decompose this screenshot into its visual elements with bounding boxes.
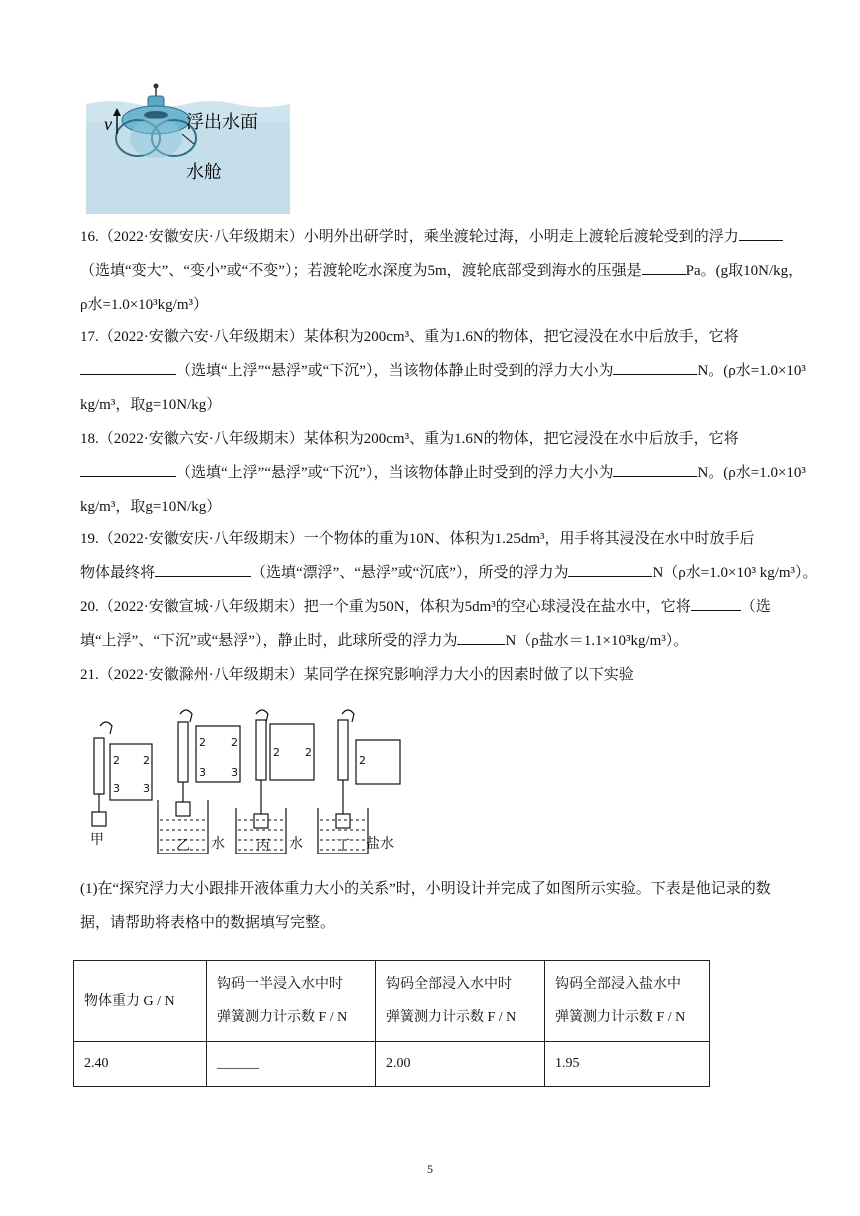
experiment-figure	[80, 704, 410, 854]
q16-line3: ρ水=1.0×10³kg/m³）	[80, 297, 208, 313]
answer-blank[interactable]	[691, 592, 741, 611]
q17-line2: （选填“上浮”“悬浮”或“下沉”），当该物体静止时受到的浮力大小为	[176, 363, 614, 379]
scale-tick: 2	[305, 746, 312, 759]
q20-line2b: N（ρ盐水＝1.1×10³kg/m³）。	[505, 633, 689, 649]
scale-tick: 2	[199, 736, 206, 749]
label-water-2: 水	[289, 836, 303, 852]
table-cell-answer[interactable]: ______	[207, 1042, 376, 1087]
label-jia: 甲	[90, 832, 104, 848]
scale-tick: 3	[143, 782, 150, 795]
answer-blank[interactable]	[80, 458, 176, 477]
table-cell: 2.40	[74, 1042, 207, 1087]
data-table	[73, 960, 710, 1087]
q19-line2b: （选填“漂浮”、“悬浮”或“沉底”），所受的浮力为	[251, 565, 569, 581]
answer-blank[interactable]	[613, 356, 697, 375]
table-header-cell: 钩码一半浸入水中时 弹簧测力计示数 F / N	[207, 961, 376, 1042]
page-number: 5	[427, 1162, 433, 1176]
question-21	[80, 658, 790, 692]
q18-line2: （选填“上浮”“悬浮”或“下沉”），当该物体静止时受到的浮力大小为	[176, 465, 614, 481]
cabin-label: 水舱	[186, 162, 222, 183]
question-19	[80, 522, 818, 590]
q18-line3: kg/m³，取g=10N/kg）	[80, 499, 222, 515]
scale-tick: 2	[143, 754, 150, 767]
q18-line1: 18.（2022·安徽六安·八年级期末）某体积为200cm³、重为1.6N的物体，把它浸没在水中后放手，它将	[80, 431, 739, 447]
scale-tick: 2	[273, 746, 280, 759]
q16-line1: 16.（2022·安徽安庆·八年级期末）小明外出研学时，乘坐渡轮过海，小明走上渡轮后渡轮受到的浮力	[80, 229, 739, 245]
label-bing: 丙	[256, 838, 270, 854]
scale-tick: 3	[199, 766, 206, 779]
table-header-cell: 钩码全部浸入水中时 弹簧测力计示数 F / N	[376, 961, 545, 1042]
velocity-label: v	[104, 114, 112, 134]
q21-part1-line2: 据，请帮助将表格中的数据填写完整。	[80, 915, 336, 931]
question-17	[80, 320, 806, 422]
q16-line2: （选填“变大”、“变小”或“不变”）；若渡轮吃水深度为5m，渡轮底部受到海水的压强是	[80, 263, 642, 279]
q19-line1: 19.（2022·安徽安庆·八年级期末）一个物体的重为10N、体积为1.25dm³，用手将其浸没在水中时放手后	[80, 531, 755, 547]
q19-line2a: 物体最终将	[80, 565, 156, 581]
q17-line3: kg/m³，取g=10N/kg）	[80, 397, 222, 413]
q21-line1: 21.（2022·安徽滁州·八年级期末）某同学在探究影响浮力大小的因素时做了以下实验	[80, 667, 634, 683]
answer-blank[interactable]	[613, 458, 697, 477]
answer-blank[interactable]	[739, 222, 783, 241]
label-saltwater: 盐水	[366, 836, 394, 852]
answer-blank[interactable]	[568, 558, 652, 577]
answer-blank[interactable]	[80, 356, 176, 375]
q20-line2a: 填“上浮”、“下沉”或“悬浮”），静止时，此球所受的浮力为	[80, 633, 458, 649]
question-20	[80, 590, 790, 658]
surface-label: 浮出水面	[186, 112, 258, 133]
answer-blank[interactable]	[642, 256, 686, 275]
table-cell: 2.00	[376, 1042, 545, 1087]
q19-line2c: N（ρ水=1.0×10³ kg/m³）。	[652, 565, 818, 581]
answer-blank[interactable]	[155, 558, 251, 577]
scale-tick: 2	[113, 754, 120, 767]
submarine-figure	[86, 82, 290, 214]
scale-tick: 2	[231, 736, 238, 749]
q17-line2b: N。(ρ水=1.0×10³	[697, 363, 806, 379]
scale-tick: 3	[113, 782, 120, 795]
q20-line1b: （选	[740, 599, 771, 615]
table-header-cell: 钩码全部浸入盐水中 弹簧测力计示数 F / N	[545, 961, 710, 1042]
scale-tick: 2	[359, 754, 366, 767]
table-cell: 1.95	[545, 1042, 710, 1087]
question-16	[80, 220, 804, 322]
answer-blank[interactable]	[457, 626, 505, 645]
table-header-cell: 物体重力 G / N	[74, 961, 207, 1042]
q21-part1-line1: (1)在“探究浮力大小跟排开液体重力大小的关系”时，小明设计并完成了如图所示实验。下表是他记录的数	[80, 881, 771, 897]
table-row	[74, 1042, 710, 1087]
question-21-part1	[80, 872, 790, 940]
q20-line1a: 20.（2022·安徽宣城·八年级期末）把一个重为50N，体积为5dm³的空心球浸没在盐水中，它将	[80, 599, 691, 615]
scale-tick: 3	[231, 766, 238, 779]
q17-line1: 17.（2022·安徽六安·八年级期末）某体积为200cm³、重为1.6N的物体，把它浸没在水中后放手，它将	[80, 329, 739, 345]
label-yi: 乙	[176, 838, 190, 854]
table-header-row	[74, 961, 710, 1042]
q18-line2b: N。(ρ水=1.0×10³	[697, 465, 806, 481]
label-water-1: 水	[211, 836, 225, 852]
question-18	[80, 422, 806, 524]
label-ding: 丁	[336, 838, 350, 854]
q16-line2b: Pa。(g取10N/kg，	[685, 263, 804, 279]
